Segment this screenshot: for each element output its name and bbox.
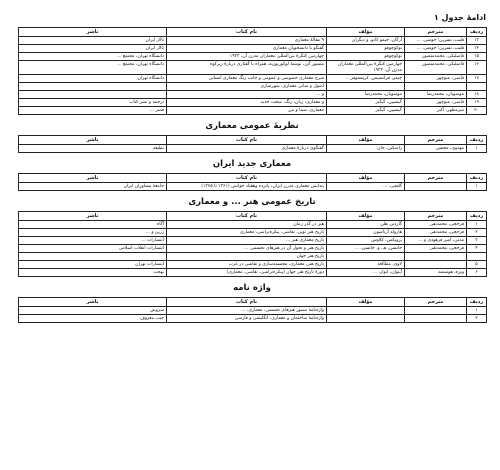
header-author: مؤلف <box>327 174 405 183</box>
row-index: ۲ <box>467 315 487 323</box>
section-title-history: تاریخ عمومی هنر ... و معماری <box>188 197 316 207</box>
header-author: مؤلف <box>327 212 405 221</box>
header-row <box>19 174 487 183</box>
row-index: ۲ <box>467 229 487 237</box>
table-row <box>19 253 487 261</box>
author-cell: لاوی، مطالعه <box>327 261 405 269</box>
header-translator: مترجم <box>405 174 467 183</box>
title-cell: گفتگوی دربارهٔ معماری <box>167 145 327 153</box>
header-title: نام کتاب <box>167 174 327 183</box>
author-cell: آیتوان، انوار، ... <box>327 269 405 277</box>
header-title: نام کتاب <box>167 136 327 145</box>
translator-cell: قلیب، نسرین؛ حومنی، ... <box>405 37 467 45</box>
author-cell: هارولد آرناسون <box>327 229 405 237</box>
table-row <box>19 269 487 277</box>
title-cell: ۹ مقالهٔ معماری <box>167 37 327 45</box>
publisher-cell: دانشگاه تهران، مجتمع‌ ... <box>19 61 167 75</box>
header-idx: ردیف <box>467 136 487 145</box>
section-title-iran: معماری جدید ایران <box>212 159 292 169</box>
header-idx: ردیف <box>467 174 487 183</box>
title-cell: واژه‌نامهٔ ساختمان و معماری، انگلیسی و فارسی <box>167 315 327 323</box>
publisher-cell: جامعهٔ مشاوران ایران <box>19 183 167 191</box>
title-cell: معماری، شما و من <box>167 107 327 115</box>
row-index: ۵ <box>467 261 487 269</box>
publisher-cell: ترجمه و نشر کتاب <box>19 99 167 107</box>
author-cell <box>327 83 405 91</box>
header-author: مؤلف <box>327 298 405 307</box>
header-publisher: ناشر <box>19 28 167 37</box>
author-cell: چهارمین کنگرهٔ بین‌المللی معماران مدرن آن، ۱۹۳۳ <box>327 61 405 75</box>
title-cell: و ... <box>167 91 327 99</box>
row-index <box>467 83 487 91</box>
title-cell: شرح معماری خصوصی و عمومی و جانب رنگ معماری انسانی <box>167 75 327 83</box>
header-author: مؤلف <box>327 136 405 145</box>
translator-cell: فرخچی، محمدتقی <box>405 229 467 237</box>
row-index: ۳ <box>467 237 487 245</box>
row-index: ۱ <box>467 307 487 315</box>
title-cell: و معماری، زبان، رنگ، سخت جدید <box>167 99 327 107</box>
title-cell: دورهٔ تاریخ هنر جهان (پیکره‌تراشی، نقاشی، معماری) <box>167 269 327 277</box>
translator-cell: مهدوی، محسن <box>405 145 467 153</box>
table-row <box>19 45 487 53</box>
table-row <box>19 107 487 115</box>
publisher-cell <box>19 91 167 99</box>
publisher-cell: جیب معروف <box>19 315 167 323</box>
main-table <box>18 27 487 115</box>
author-cell: موسویان، محمدرضا <box>327 91 405 99</box>
header-translator: مترجم <box>405 28 467 37</box>
table-row <box>19 183 487 191</box>
publisher-cell: سروش <box>19 307 167 315</box>
row-index: ۱۹ <box>467 99 487 107</box>
row-index: ۴ <box>467 245 487 253</box>
title-cell: گفتگو با دانشجویان معماری <box>167 45 327 53</box>
header-author: مؤلف <box>327 28 405 37</box>
header-title: نام کتاب <box>167 298 327 307</box>
title-cell: تاریخ هنر نوین، نقاشی، پیکره‌تراشی، معماری <box>167 229 327 237</box>
publisher-cell: تالار ایران <box>19 45 167 53</box>
history-table-body <box>19 221 487 277</box>
table-row <box>19 237 487 245</box>
title-cell: هنر در گذر زمان <box>167 221 327 229</box>
table-row <box>19 75 487 83</box>
header-publisher: ناشر <box>19 298 167 307</box>
header-title: نام کتاب <box>167 28 327 37</box>
main-table-body <box>19 37 487 115</box>
author-cell <box>327 315 405 323</box>
iran-table-body <box>19 183 487 191</box>
publisher-cell: دانشگاه تهران <box>19 75 167 83</box>
author-cell: جانسن، هـ. و. جانسن، ... <box>327 245 405 253</box>
title-cell: چهارمین کنگرهٔ بین‌المللی معماران مدرن آن، ۱۹۳۳ <box>167 53 327 61</box>
publisher-cell: قصر ... <box>19 107 167 115</box>
header-title: نام کتاب <box>167 212 327 221</box>
publisher-cell: نطیفه <box>19 145 167 153</box>
table-row <box>19 261 487 269</box>
iran-table <box>18 173 487 191</box>
translator-cell: میرمظهر، اکبر <box>405 107 467 115</box>
table-row <box>19 245 487 253</box>
author-cell: چیمز، فرانسیس، کریستوفر ... <box>327 75 405 83</box>
table-row <box>19 221 487 229</box>
translator-cell <box>405 183 467 191</box>
author-cell: توکوچوفو <box>327 53 405 61</box>
translator-cell <box>405 83 467 91</box>
row-index: ۱۷ <box>467 75 487 83</box>
title-cell: تاریخ هنر، معماری، مجسمه‌سازی و نقاشی در غرب <box>167 261 327 269</box>
title-cell: اصول و مبانی معماری، شهرسازی <box>167 83 327 91</box>
publisher-cell: انتشارات ... <box>19 237 167 245</box>
author-cell: راسکین، جان <box>327 145 405 153</box>
translator-cell: فرخچی، محمدتقی <box>405 245 467 253</box>
publisher-cell: آگاه <box>19 221 167 229</box>
row-index: ۶ <box>467 269 487 277</box>
publisher-cell <box>19 83 167 91</box>
header-publisher: ناشر <box>19 212 167 221</box>
author-cell <box>327 253 405 261</box>
table-row <box>19 307 487 315</box>
publisher-cell: دانشگاه تهران، مجتمع‌ ... <box>19 53 167 61</box>
header-idx: ردیف <box>467 212 487 221</box>
theory-table-body <box>19 145 487 153</box>
title-cell: منشور آتن، نوشتهٔ لوکوربوزیه، همراه با گفتاری دربارهٔ زیرکوه <box>167 61 327 75</box>
table-row <box>19 315 487 323</box>
author-cell: یرویکس، کلاوس <box>327 237 405 245</box>
author-cell: گلنچی، ... <box>327 183 405 191</box>
translator-cell: موسویان، محمدرضا <box>405 91 467 99</box>
translator-cell <box>405 261 467 269</box>
translator-cell: قلیب، نسرین؛ حومنی، ... <box>405 45 467 53</box>
publisher-cell: تالار ایران <box>19 37 167 45</box>
row-index: ۱ <box>467 221 487 229</box>
translator-cell: قاضلیکی، محمدمنصور <box>405 53 467 61</box>
row-index: ۱۵ <box>467 53 487 61</box>
table-row <box>19 37 487 45</box>
translator-cell: مدنی، امیر فرهودی و ... <box>405 237 467 245</box>
title-cell: تاریخ هنر جهان <box>167 253 327 261</box>
table-row <box>19 99 487 107</box>
translator-cell: ویژه، هوشمند <box>405 269 467 277</box>
publisher-cell: زرین و ... <box>19 229 167 237</box>
row-index <box>467 253 487 261</box>
publisher-cell: انتشارات انقلاب اسلامی <box>19 245 167 253</box>
header-row <box>19 212 487 221</box>
row-index: ۲۰ <box>467 107 487 115</box>
header-translator: مترجم <box>405 298 467 307</box>
table-row <box>19 229 487 237</box>
header-row <box>19 298 487 307</box>
header-translator: مترجم <box>405 212 467 221</box>
title-cell: واژه‌نامهٔ مصور هنرهای تجسمی، معماری، ... <box>167 307 327 315</box>
author-cell: گیسپین، گیگیر <box>327 107 405 115</box>
glossary-table <box>18 297 487 323</box>
author-cell <box>327 307 405 315</box>
translator-cell: فرخچی، محمدتقی <box>405 221 467 229</box>
table-row <box>19 91 487 99</box>
section-title-glossary: واژه نامه <box>233 283 271 293</box>
translator-cell: قاضی، منوچهر <box>405 75 467 83</box>
publisher-cell: بهجت <box>19 269 167 277</box>
header-row <box>19 136 487 145</box>
publisher-cell <box>19 253 167 261</box>
row-index: ۱۶ <box>467 61 487 75</box>
glossary-table-body <box>19 307 487 323</box>
section-title-theory: نظریهٔ عمومی معماری <box>205 121 299 131</box>
row-index: ۱ <box>467 145 487 153</box>
author-cell: گیسپین، گیگیر <box>327 99 405 107</box>
theory-table <box>18 135 487 153</box>
title-cell: پیدایش معماری مدرن ایران، پانزده وهفتاد خوانش (۱۳۶۱ تا ۱۳۷۵) <box>167 183 327 191</box>
table-row <box>19 53 487 61</box>
header-row <box>19 28 487 37</box>
translator-cell <box>405 315 467 323</box>
header-publisher: ناشر <box>19 136 167 145</box>
row-index: ۱۳ <box>467 37 487 45</box>
author-cell: توکوچوفو <box>327 45 405 53</box>
header-translator: مترجم <box>405 136 467 145</box>
table-row <box>19 83 487 91</box>
title-cell: تاریخ هنر و تحول آن در هنرهای تجسمی ... <box>167 245 327 253</box>
author-cell: گاردنر، هلن <box>327 221 405 229</box>
translator-cell <box>405 253 467 261</box>
row-index: ۱۸ <box>467 91 487 99</box>
document-page <box>18 12 486 323</box>
row-index: ۱ <box>467 183 487 191</box>
header-publisher: ناشر <box>19 174 167 183</box>
publisher-cell: انتشارات تهران <box>19 261 167 269</box>
table-row <box>19 61 487 75</box>
translator-cell <box>405 307 467 315</box>
header-idx: ردیف <box>467 28 487 37</box>
table-row <box>19 145 487 153</box>
author-cell: آرگان، جیمو کانو، و دیگران <box>327 37 405 45</box>
history-table <box>18 211 487 277</box>
title-cell: تاریخ معماری هنر ... <box>167 237 327 245</box>
translator-cell: قاضلیکی، محمدمنصور <box>405 61 467 75</box>
document-title: ادامهٔ جدول ۱ <box>433 13 486 22</box>
translator-cell: قاضی، منوچهر <box>405 99 467 107</box>
row-index: ۱۴ <box>467 45 487 53</box>
header-idx: ردیف <box>467 298 487 307</box>
